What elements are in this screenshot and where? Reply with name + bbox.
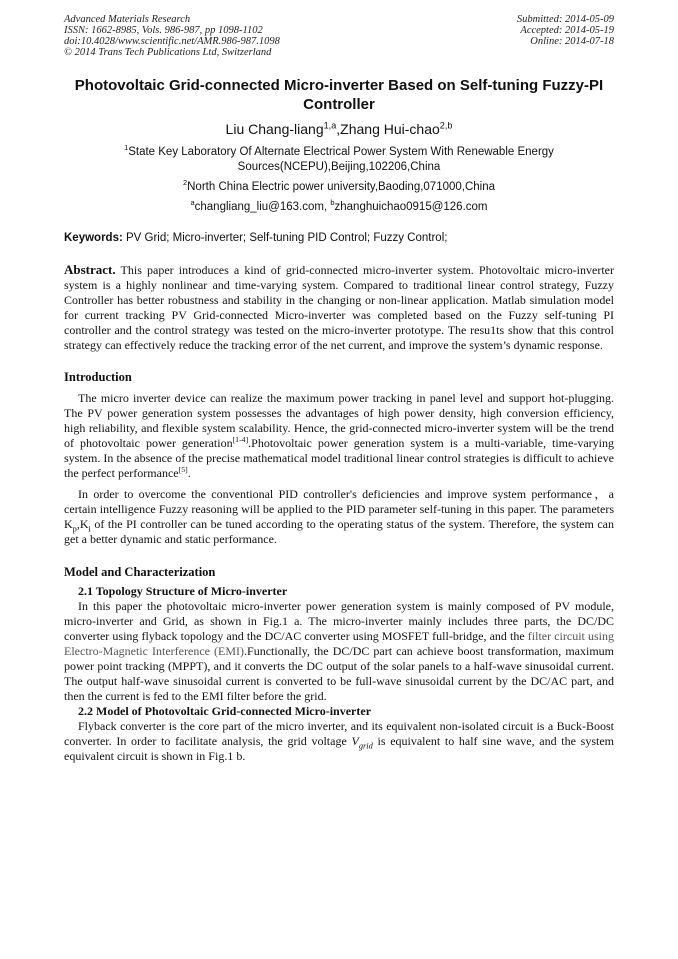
submitted-date: Submitted: 2014-05-09 <box>516 14 614 25</box>
keywords <box>64 232 614 244</box>
author-separator: , <box>336 121 341 137</box>
author-2-sup: 2,b <box>439 120 453 131</box>
issn: ISSN: 1662-8985, Vols. 986-987, pp 1098-1102 <box>64 25 263 36</box>
model-p2-text-a: Flyback converter is the core part of the micro inverter, and its equivalent non-isolated circuit is a Buck-Boost converter. In order to facilitate analysis, the grid voltage <box>64 719 614 749</box>
model-paragraph-2 <box>64 719 614 764</box>
section-heading-introduction: Introduction <box>64 370 132 385</box>
email-a-sup: a <box>190 197 195 207</box>
model-p2-text-b: is equivalent to half sine wave, and the system equivalent circuit is shown in Fig.1 b. <box>64 734 614 764</box>
author-list <box>64 121 614 138</box>
ki-subscript: i <box>88 524 91 534</box>
email-b[interactable]: zhanghuichao0915@126.com <box>334 200 488 213</box>
keywords-text: PV Grid; Micro-inverter; Self-tuning PID Control; Fuzzy Control; <box>122 232 448 244</box>
author-1: Liu Chang-liang <box>225 121 324 137</box>
keywords-label: Keywords: <box>64 232 123 244</box>
abstract <box>64 263 614 352</box>
author-2: Zhang Hui-chao <box>340 121 440 137</box>
author-1-sup: 1,a <box>323 120 337 131</box>
accepted-date: Accepted: 2014-05-19 <box>520 25 614 36</box>
model-p1-emi: filter circuit using Electro-Magnetic Interference (EMI) <box>64 629 614 659</box>
journal-header <box>64 14 614 58</box>
kp-subscript: p <box>72 524 77 534</box>
intro-p2-text-b: ,K <box>76 517 89 532</box>
intro-p1-text-a: The micro inverter device can realize the maximum power tracking in panel level and support hot-plugging. The PV power generation system possesses the advantages of high power density, high conversion efficiency, high reliability, and flexible system scalability. Hence, the grid-connected micro-inverter system will be the trend of photovoltaic power generation <box>64 391 614 451</box>
vgrid-symbol <box>351 734 373 751</box>
subsection-heading-2-2: 2.2 Model of Photovoltaic Grid-connected Micro-inverter <box>78 704 372 719</box>
abstract-text: This paper introduces a kind of grid-connected micro-inverter system. Photovoltaic micro-inverter system is a highly nonlinear and time-varying system. Compared to traditional linear control strategy, Fuzzy Controller has better robustness and stability in the changing or non-linear application. Matlab simulation model for current tracking PV Grid-connected Micro-inverter was completed based on the Fuzzy self-tuning PI controller and the control strategy was tested on the micro-inverter prototype. The resu1ts show that this control strategy can effectively reduce the tracking error of the net current, and improve the system’s dynamic response. <box>64 263 614 352</box>
aff-1-text: State Key Laboratory Of Alternate Electrical Power System With Renewable Energy Sources(NCEPU),Beijing,102206,China <box>128 146 554 173</box>
intro-paragraph-1 <box>64 391 614 481</box>
journal-info <box>64 14 280 58</box>
citation-ref[interactable]: [5] <box>178 465 188 475</box>
intro-p2-text-c: of the PI controller can be tuned according to the operating status of the system. Therefore, the system can get a better dynamic and static performance. <box>64 517 614 547</box>
doi: doi:10.4028/www.scientific.net/AMR.986-987.1098 <box>64 36 280 47</box>
intro-paragraph-2 <box>64 487 614 547</box>
aff-2-sup: 2 <box>182 178 188 188</box>
model-paragraph-1 <box>64 599 614 704</box>
intro-p2-text-a: In order to overcome the conventional PID controller's deficiencies and improve system performance，a certain intelligence Fuzzy reasoning will be applied to the PID parameter self-tuning in this paper. The parameters K <box>64 487 614 532</box>
aff-2-text: North China Electric power university,Baoding,071000,China <box>187 181 496 193</box>
model-p1-text-a: In this paper the photovoltaic micro-inverter power generation system is mainly composed of PV module, micro-inverter and Grid, as shown in Fig.1 a. The micro-inverter mainly includes three parts, the DC/DC converter using flyback topology and the DC/AC converter using MOSFET full-bridge, and the <box>64 599 614 644</box>
email-b-sup: b <box>330 197 335 207</box>
dates-info <box>517 14 614 58</box>
intro-p1-text-b: .Photovoltaic power generation system is a multi-variable, time-varying system. In the absence of the precise mathematical model traditional linear control strategies is difficult to achieve the perfect performance <box>64 436 614 481</box>
email-line <box>64 197 614 215</box>
section-heading-model: Model and Characterization <box>64 565 216 580</box>
citation-ref[interactable]: [1-4] <box>232 435 249 445</box>
vgrid-v: V <box>351 734 359 749</box>
model-p1-text-b: .Functionally, the DC/DC part can achieve boost transformation, maximum power point tracking (MPPT), and it converts the DC output of the solar panels to a half-wave sinusoidal current. The output half-wave sinusoidal current is converted to be full-wave sinusoidal current by the DC/AC part, and then the current is fed to the EMI filter before the grid. <box>64 644 614 704</box>
paper-page <box>64 14 614 764</box>
vgrid-subscript: grid <box>358 741 373 751</box>
online-date: Online: 2014-07-18 <box>530 36 614 47</box>
abstract-label: Abstract. <box>64 262 116 277</box>
aff-1-sup: 1 <box>124 143 129 153</box>
affiliation-2 <box>64 180 614 195</box>
journal-name: Advanced Materials Research <box>64 14 191 25</box>
subsection-heading-2-1: 2.1 Topology Structure of Micro-inverter <box>78 584 288 599</box>
affiliation-1 <box>64 145 614 174</box>
email-a[interactable]: changliang_liu@163.com, <box>194 200 331 213</box>
intro-p1-text-c: . <box>187 466 191 481</box>
copyright: © 2014 Trans Tech Publications Ltd, Switzerland <box>64 47 272 58</box>
paper-title: Photovoltaic Grid-connected Micro-inverter Based on Self-tuning Fuzzy-PI Controller <box>74 77 604 113</box>
